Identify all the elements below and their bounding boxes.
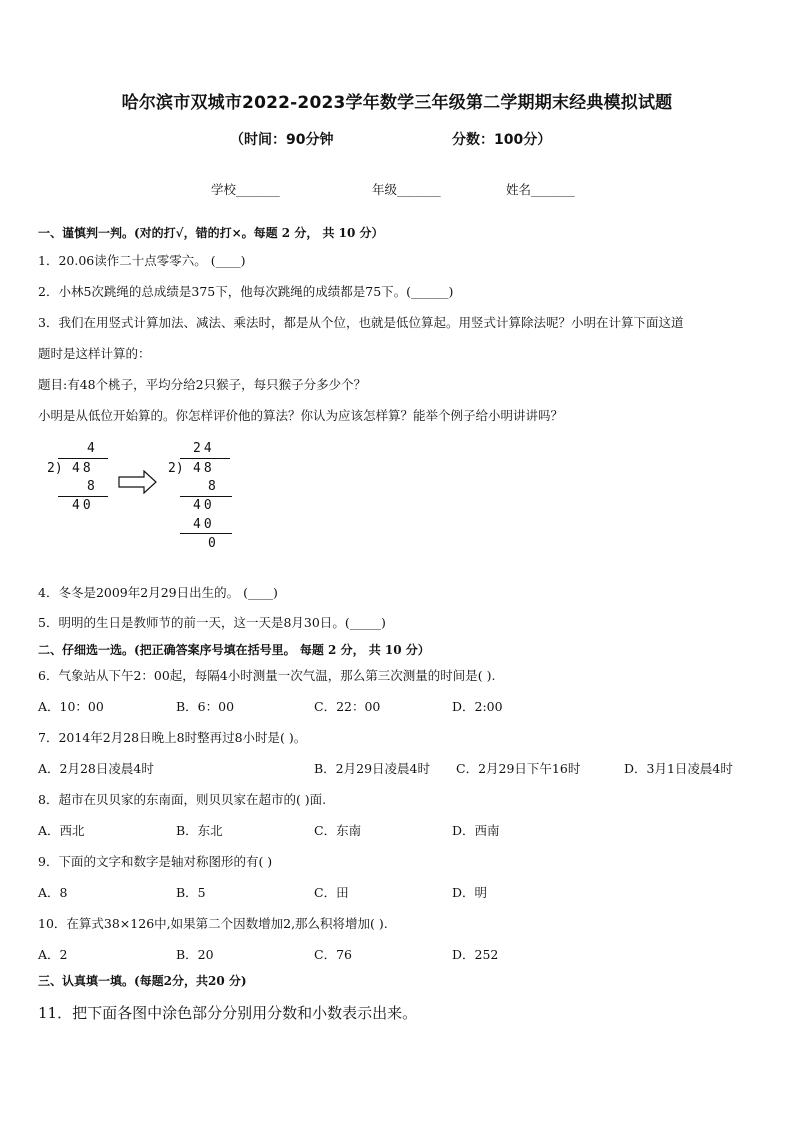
division-right-remainder: 0 [208, 536, 216, 551]
section2-heading: 二、仔细选一选。(把正确答案序号填在括号里。 每题 2 分， 共 10 分） [38, 643, 430, 657]
q10-option-a[interactable]: A．2 [38, 947, 68, 962]
division-left-quotient: 4 [87, 441, 95, 456]
section1-heading: 一、谨慎判一判。(对的打√，错的打×。每题 2 分， 共 10 分） [38, 226, 384, 240]
question-11: 11．把下面各图中涂色部分分别用分数和小数表示出来。 [38, 1004, 418, 1022]
division-left-step2: 40 [72, 498, 94, 513]
q9-option-d[interactable]: D．明 [452, 885, 488, 900]
q8-option-c[interactable]: C．东南 [314, 823, 362, 838]
q9-option-b[interactable]: B．5 [176, 885, 206, 900]
question-5: 5．明明的生日是教师节的前一天，这一天是8月30日。(_____) [38, 615, 386, 630]
question-9: 9．下面的文字和数字是轴对称图形的有( ) [38, 854, 273, 869]
q6-option-b[interactable]: B．6：00 [176, 699, 235, 714]
q6-option-a[interactable]: A．10：00 [38, 699, 104, 714]
question-10: 10．在算式38×126中,如果第二个因数增加2,那么积将增加( ). [38, 916, 388, 931]
question-2: 2．小林5次跳绳的总成绩是375下，他每次跳绳的成绩都是75下。(______) [38, 284, 454, 299]
q6-option-d[interactable]: D．2:00 [452, 699, 503, 714]
question-3-line4: 小明是从低位开始算的。你怎样评价他的算法？你认为应该怎样算？能举个例子给小明讲讲吗？ [38, 408, 564, 423]
division-right-step1: 8 [208, 479, 216, 494]
division-left-step1: 8 [87, 479, 95, 494]
q8-option-d[interactable]: D．西南 [452, 823, 500, 838]
q9-option-a[interactable]: A．8 [38, 885, 68, 900]
q8-option-b[interactable]: B．东北 [176, 823, 223, 838]
q10-option-d[interactable]: D．252 [452, 947, 499, 962]
question-7: 7．2014年2月28日晚上8时整再过8小时是( )。 [38, 730, 307, 745]
division-left-bar [58, 458, 108, 459]
question-4: 4．冬冬是2009年2月29日出生的。 (____) [38, 585, 278, 600]
division-left-line [58, 496, 108, 497]
question-3-line2: 题时是这样计算的： [38, 346, 151, 361]
division-left-dividend: 48 [72, 461, 94, 476]
q7-option-b[interactable]: B．2月29日凌晨4时 [314, 761, 430, 776]
q6-option-c[interactable]: C．22：00 [314, 699, 381, 714]
division-right-step2: 40 [193, 498, 215, 513]
name-field[interactable]: 姓名_______ [506, 182, 575, 197]
q10-option-c[interactable]: C．76 [314, 947, 352, 962]
q7-option-c[interactable]: C．2月29日下午16时 [456, 761, 581, 776]
arrow-right-icon [118, 470, 158, 494]
question-8: 8．超市在贝贝家的东南面，则贝贝家在超市的( )面. [38, 792, 327, 807]
q9-option-c[interactable]: C．田 [314, 885, 349, 900]
division-right-divisor: 2) [168, 461, 184, 476]
exam-score: 分数：100分） [452, 132, 552, 148]
division-right-line1 [180, 496, 232, 497]
division-right-bar [180, 458, 230, 459]
division-right-dividend: 48 [193, 461, 215, 476]
school-field[interactable]: 学校_______ [211, 182, 280, 197]
question-3-line3: 题目:有48个桃子，平均分给2只猴子，每只猴子分多少个？ [38, 377, 367, 392]
division-right-line2 [180, 533, 232, 534]
q7-option-d[interactable]: D．3月1日凌晨4时 [624, 761, 733, 776]
q8-option-a[interactable]: A．西北 [38, 823, 85, 838]
exam-time: （时间：90分钟 [230, 132, 334, 148]
division-right-quotient: 24 [193, 441, 215, 456]
question-6: 6．气象站从下午2：00起，每隔4小时测量一次气温，那么第三次测量的时间是( ). [38, 668, 496, 683]
page-title: 哈尔滨市双城市2022-2023学年数学三年级第二学期期末经典模拟试题 [121, 93, 673, 113]
section3-heading: 三、认真填一填。(每题2分，共20 分) [38, 974, 247, 988]
division-left-divisor: 2) [47, 461, 63, 476]
division-right-step3: 40 [193, 517, 215, 532]
question-3-line1: 3．我们在用竖式计算加法、减法、乘法时，都是从个位，也就是低位算起。用竖式计算除法呢？小明在计算下面这道 [38, 315, 684, 330]
question-1: 1．20.06读作二十点零零六。 (____) [38, 253, 246, 268]
q7-option-a[interactable]: A．2月28日凌晨4时 [38, 761, 154, 776]
q10-option-b[interactable]: B．20 [176, 947, 214, 962]
grade-field[interactable]: 年级_______ [372, 182, 441, 197]
